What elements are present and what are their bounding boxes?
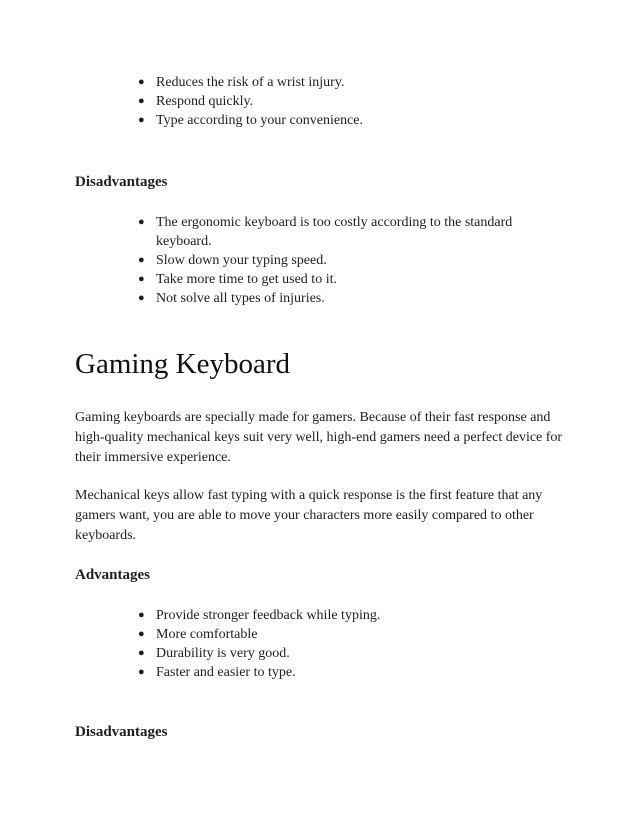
list-item: ● Type according to your convenience.	[138, 113, 363, 128]
gaming-paragraph-1: Gaming keyboards are specially made for gamers. Because of their fast response and high-quality mechanical keys suit very well, high-end gamers need a perfect device for their immersive experience.	[75, 410, 563, 465]
bullet-icon: ●	[138, 292, 145, 304]
bullet-icon: ●	[138, 76, 145, 88]
bullet-icon: ●	[138, 609, 145, 621]
gaming-disadvantages-heading: Disadvantages	[75, 724, 168, 740]
list-item: ● Faster and easier to type.	[138, 665, 296, 680]
list-item: ● Provide stronger feedback while typing.	[138, 608, 381, 623]
list-item: ● Not solve all types of injuries.	[138, 291, 325, 306]
ergonomic-disadvantages-list	[138, 213, 568, 308]
bullet-icon: ●	[138, 114, 145, 126]
bullet-icon: ●	[138, 254, 145, 266]
list-item: ● Durability is very good.	[138, 646, 290, 661]
bullet-icon: ●	[138, 95, 145, 107]
advantages-heading: Advantages	[75, 567, 151, 583]
list-item: ● More comfortable	[138, 627, 258, 642]
disadvantages-heading: Disadvantages	[75, 174, 168, 190]
list-item: ● Take more time to get used to it.	[138, 272, 337, 287]
list-item: ● Slow down your typing speed.	[138, 253, 327, 268]
bullet-icon: ●	[138, 216, 145, 228]
list-item: ● Reduces the risk of a wrist injury.	[138, 75, 345, 90]
list-item: ● Respond quickly.	[138, 94, 254, 109]
gaming-paragraph-2: Mechanical keys allow fast typing with a quick response is the first feature that any gamers want, you are able to move your characters more easily compared to other keyboards.	[75, 488, 543, 543]
gaming-keyboard-heading: Gaming Keyboard	[75, 348, 291, 380]
list-item: ● The ergonomic keyboard is too costly according to the standard keyboard.	[138, 215, 513, 249]
bullet-icon: ●	[138, 273, 145, 285]
ergonomic-advantages-list	[138, 73, 568, 130]
gaming-advantages-list	[138, 606, 568, 682]
bullet-icon: ●	[138, 647, 145, 659]
bullet-icon: ●	[138, 666, 145, 678]
bullet-icon: ●	[138, 628, 145, 640]
